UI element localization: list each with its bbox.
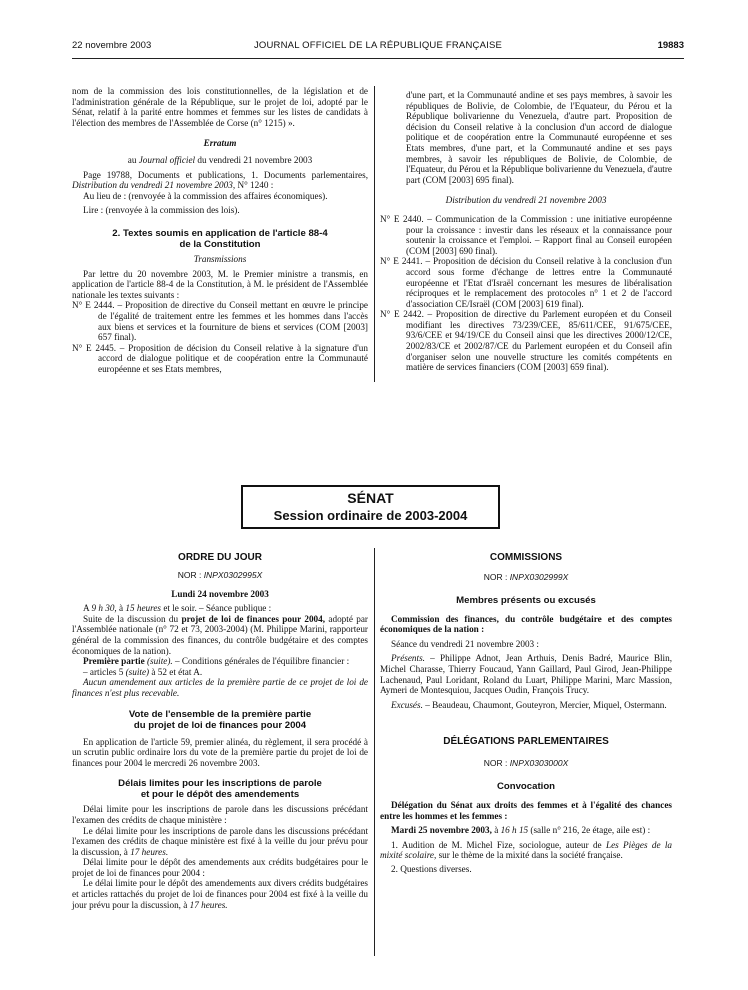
nor-label: NOR : [483, 572, 510, 582]
commissions-title: COMMISSIONS [489, 552, 563, 563]
vote-title-line1: Vote de l'ensemble de la première partie [128, 708, 312, 720]
delais-title [72, 778, 368, 800]
presents-label: Présents. [391, 653, 425, 664]
membres-title: Membres présents ou excusés [456, 594, 596, 606]
list-item: N° E 2441. – Proposition de décision du Conseil relative à la conclusion d'un accord sous forme d'échange de lettres entre la Communauté européenne et l'Etat d'Israël concernant les mesures de libéralisation réciproques et le remplacement des protocoles n° 1 et 2 de l'accord d'association CE/Israël (COM [2003] 619 final). [380, 256, 672, 309]
nor-value: INPX0302995X [203, 570, 263, 580]
page-number: 19883 [657, 40, 684, 51]
delais-p2-text: Le délai limite pour les inscriptions de parole dans les discussions précédant l'examen des crédits de chaque ministère est fixé à la veille du jour prévu pour la discussion, à [72, 825, 368, 857]
convocation-title: Convocation [496, 780, 556, 792]
session-date: Lundi 24 novembre 2003 [171, 588, 269, 599]
articles-italic: (suite) [125, 666, 150, 677]
seance-date: Séance du vendredi 21 novembre 2003 : [391, 638, 539, 649]
premiere-partie [72, 656, 368, 667]
suite-rest: adopté par l'Assemblée nationale (n° 72 et 73, 2003-2004) (M. Philippe Marini, rapporteur général de la commission des finances, du contrôle budgétaire et des comptes économiques de la nation). [72, 613, 368, 656]
column-divider-top [374, 86, 375, 382]
ordre-du-jour-title: ORDRE DU JOUR [178, 552, 262, 563]
seance-end: et le soir. – Séance publique : [161, 603, 272, 614]
delais-p4-text: Le délai limite pour le dépôt des amendements aux divers crédits budgétaires et articles rattachés du projet de loi de finances pour 2004 est fixé à la veille du jour prévu pour la discussion, à [72, 878, 368, 910]
suite-bold: projet de loi de finances pour 2004, [181, 613, 326, 624]
running-header [72, 40, 684, 54]
articles [72, 667, 368, 678]
ordre-du-jour-column [72, 552, 368, 910]
premiere-bold: Première partie [83, 656, 145, 667]
list-item: N° E 2440. – Communication de la Commission : une initiative européenne pour la croissance : investir dans les réseaux et la connaissance pour soutenir la croissance et l'emploi. – Rapport final au Conseil européen (COM [2003] 690 final). [380, 213, 672, 256]
point-2: 2. Questions diverses. [391, 863, 472, 874]
erratum-page-suffix: N° 1240 : [235, 180, 274, 191]
delais-p4-time: 17 heures. [189, 899, 228, 910]
nor-ref [72, 570, 368, 581]
header-date: 22 novembre 2003 [72, 40, 152, 51]
header-rule [72, 58, 684, 59]
delais-p2 [72, 826, 368, 858]
delais-p1: Délai limite pour les inscriptions de parole dans les discussions précédant l'examen des crédits de chaque ministère : [72, 804, 368, 825]
erratum-page-italic: Distribution du vendredi 21 novembre 2003, [72, 180, 236, 191]
mardi-rest: (salle n° 216, 2e étage, aile est) : [528, 825, 651, 836]
section-title [72, 228, 368, 250]
nor-label: NOR : [483, 758, 510, 769]
vote-text: En application de l'article 59, premier alinéa, du règlement, il sera procédé à un scrutin public ordinaire lors du vote de la première partie du projet de loi de finances pour 2004 le mercredi 26 novembre 2003. [72, 736, 368, 768]
nor-ref-2 [380, 758, 672, 769]
commission-name: Commission des finances, du contrôle budgétaire et des comptes économiques de la nation : [380, 613, 672, 635]
lire: Lire : (renvoyée à la commission des lois). [83, 205, 240, 216]
articles-prefix: – articles 5 [83, 666, 126, 677]
list-item: N° E 2444. – Proposition de directive du Conseil mettant en œuvre le principe de l'égalité de traitement entre les femmes et les hommes dans l'accès aux biens et services et la fourniture de biens et services (COM [2003] 657 final). [72, 300, 368, 343]
erratum-ref [72, 155, 368, 166]
erratum-page [72, 170, 368, 191]
presents [380, 653, 672, 695]
erratum-ref-prefix: au [127, 154, 139, 165]
session-title: Session ordinaire de 2003-2004 [273, 508, 468, 523]
point-1 [380, 840, 672, 861]
nor-value: INPX0303000X [509, 758, 569, 769]
delais-title-line1: Délais limites pour les inscriptions de parole [118, 778, 322, 790]
delais-p4 [72, 878, 368, 910]
mardi-time: 16 h 15 [500, 825, 529, 836]
seance-mid: à [116, 603, 126, 614]
delais-p2-time: 17 heures. [130, 846, 169, 857]
section-title-line1: 2. Textes soumis en application de l'article 88-4 [112, 227, 328, 239]
point1-text: 1. Audition de M. Michel Fize, sociologue, auteur de [391, 839, 606, 850]
nor-label: NOR : [177, 570, 204, 580]
column-divider-bottom [374, 548, 375, 956]
top-left-column [72, 86, 368, 374]
transmission-intro: Par lettre du 20 novembre 2003, M. le Premier ministre a transmis, en application de l'article 88-4 de la Constitution, à M. le président de l'Assemblée nationale les textes suivants : [72, 268, 368, 300]
section-title-line2: de la Constitution [179, 238, 261, 250]
mardi-seance [380, 825, 672, 836]
nor-value: INPX0302999X [509, 572, 569, 582]
au-lieu-de: Au lieu de : (renvoyée à la commission des affaires économiques). [83, 190, 328, 201]
nor-ref [380, 572, 672, 583]
top-right-column [380, 90, 672, 373]
excuses-label: Excusés. [391, 699, 423, 710]
delais-p3: Délai limite pour le dépôt des amendements aux crédits budgétaires pour le projet de loi de finances pour 2004 : [72, 857, 368, 878]
erratum-title: Erratum [203, 138, 237, 149]
vote-title [72, 709, 368, 731]
transmissions-label: Transmissions [193, 253, 247, 264]
seance-time [72, 603, 368, 614]
point1-title: Les Pièges de la mixité scolaire, [380, 839, 672, 861]
articles-rest: à 52 et état A. [149, 666, 203, 677]
point1-rest: sur le thème de la mixité dans la société française. [436, 850, 623, 861]
mardi-a: à [491, 825, 501, 836]
erratum-ref-italic: Journal officiel [138, 154, 196, 165]
delegations-title: DÉLÉGATIONS PARLEMENTAIRES [443, 736, 609, 748]
excuses [380, 700, 672, 711]
seance-a: A [83, 603, 92, 614]
distribution-label: Distribution du vendredi 21 novembre 2003 [445, 195, 607, 206]
seance-time2: 15 heures [125, 603, 162, 614]
suite-prefix: Suite de la discussion du [83, 613, 182, 624]
senat-title: SÉNAT [347, 490, 394, 506]
list-item: N° E 2442. – Proposition de directive du Parlement européen et du Conseil modifiant les directives 73/239/CEE, 85/611/CEE, 91/675/CEE, 93/6/CEE et 94/19/CE du Conseil ainsi que les directives 2000/12/CE, 2002/83/CE et 2002/87/CE du Parlement européen et du Conseil afin d'organiser selon une nouvelle structure les comités compétents en matière de services financiers (COM [2003] 659 final). [380, 309, 672, 373]
vote-title-line2: du projet de loi de finances pour 2004 [133, 719, 307, 731]
premiere-rest: – Conditions générales de l'équilibre financier : [172, 656, 350, 667]
mardi-date: Mardi 25 novembre 2003, [391, 825, 492, 836]
excuses-list: – Beaudeau, Chaumont, Gouteyron, Mercier, Miquel, Ostermann. [422, 699, 667, 710]
erratum-page-prefix: Page 19788, Documents et publications, 1. Documents parlementaires, [83, 169, 368, 180]
premiere-italic: (suite). [144, 656, 173, 667]
journal-title: JOURNAL OFFICIEL DE LA RÉPUBLIQUE FRANÇAISE [253, 40, 503, 51]
list-item: N° E 2445. – Proposition de décision du Conseil relative à la signature d'un accord de dialogue politique et de coopération entre la Communauté européenne et ses Etats membres, [72, 342, 368, 374]
aucun-amendement: Aucun amendement aux articles de la première partie de ce projet de loi de finances n'est plus recevable. [72, 677, 368, 698]
presents-list: – Philippe Adnot, Jean Arthuis, Denis Badré, Maurice Blin, Michel Charasse, Thierry Foucaud, Yann Gaillard, Paul Girod, Jean-Philippe Lachenaud, Paul Loridant, Roland du Luart, Philippe Marini, Marc Massion, Aymeri de Montesquiou, Jacques Oudin, François Trucy. [380, 653, 672, 696]
delegation-name: Délégation du Sénat aux droits des femmes et à l'égalité des chances entre les hommes et les femmes : [380, 799, 672, 821]
erratum-ref-suffix: du vendredi 21 novembre 2003 [195, 154, 313, 165]
suite-discussion [72, 614, 368, 656]
delais-title-line2: et pour le dépôt des amendements [140, 789, 300, 801]
continuation-text: d'une part, et la Communauté andine et ses pays membres, à savoir les républiques de Bolivie, de Colombie, de l'Equateur, du Pérou et la République bolivarienne du Venezuela, d'autre part. Proposition de décision du Conseil relative à la conclusion d'un accord de dialogue politique et de coopération entre la Communauté européenne et ses Etats membres, d'une part, et la Communauté andine et ses pays membres, à savoir les républiques de Bolivie, de Colombie, de l'Equateur, du Pérou et la République bolivarienne du Venezuela, d'autre part (COM [2003] 695 final). [406, 90, 672, 185]
seance-time1: 9 h 30, [91, 603, 117, 614]
continuation-paragraph: nom de la commission des lois constitutionnelles, de la législation et de l'administration générale de la République, sur le projet de loi, adopté par le Sénat, relatif à la parité entre hommes et femmes sur les listes de candidats à l'élection des membres de l'Assemblée de Corse (n° 1215) ». [72, 86, 368, 128]
commissions-column [380, 552, 672, 875]
senat-banner [241, 485, 500, 529]
